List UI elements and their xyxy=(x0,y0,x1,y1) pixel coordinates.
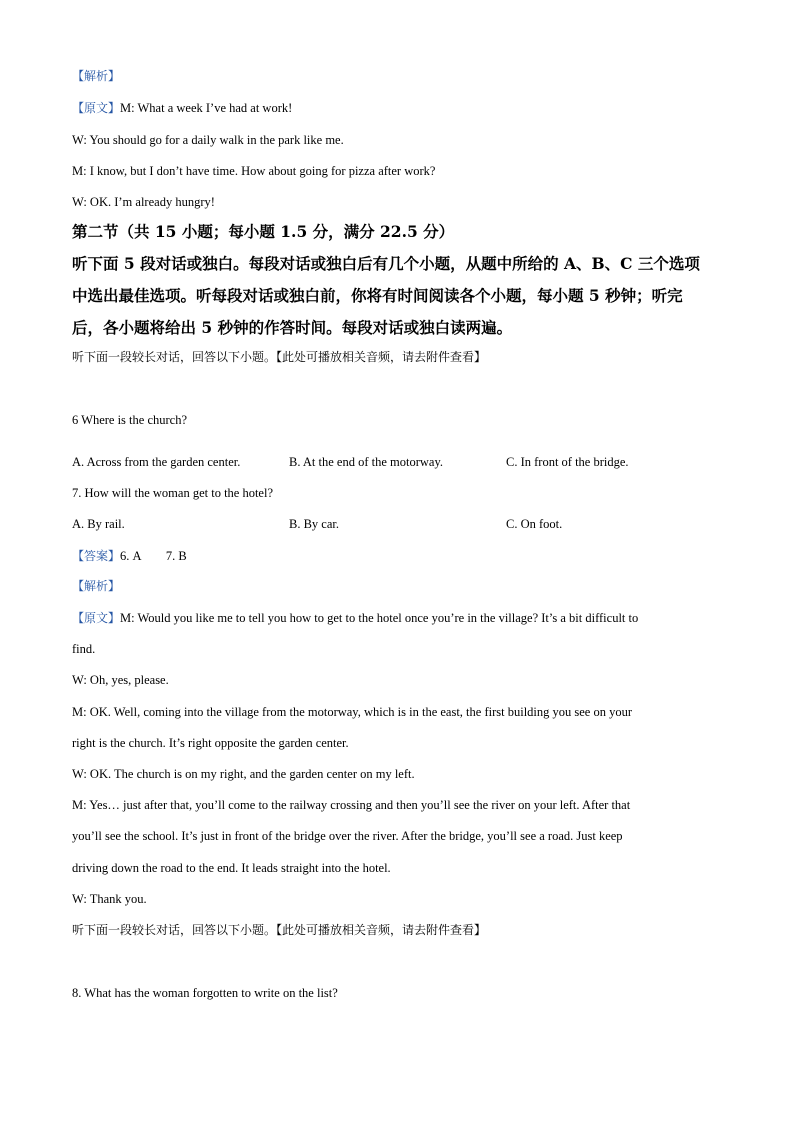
question-8: 8. What has the woman forgotten to write on the list? xyxy=(72,986,338,1000)
listen-prompt: 听下面一段较长对话，回答以下小题。【此处可播放相关音频，请去附件查看】 xyxy=(72,923,487,937)
analysis-label: 【解析】 xyxy=(72,69,121,83)
question-7: 7. How will the woman get to the hotel? xyxy=(72,486,274,500)
transcript-line: W: Thank you. xyxy=(72,892,147,906)
q6-option-b: B. At the end of the motorway. xyxy=(289,455,444,469)
transcript-tag: 【原文】 xyxy=(72,101,121,115)
transcript-line: M: OK. Well, coming into the village from the motorway, which is in the east, the first building you see on your xyxy=(72,705,633,719)
q6-option-a: A. Across from the garden center. xyxy=(72,455,241,469)
section-heading: 第二节（共 15 小题；每小题 1.5 分，满分 22.5 分） xyxy=(72,222,455,241)
question-6: 6 Where is the church? xyxy=(72,413,187,427)
transcript-line: you’ll see the school. It’s just in front of the bridge over the river. After the bridge, you’ll see a road. Just keep xyxy=(72,829,623,843)
transcript-line: W: You should go for a daily walk in the park like me. xyxy=(72,133,344,147)
listen-prompt: 听下面一段较长对话，回答以下小题。【此处可播放相关音频，请去附件查看】 xyxy=(72,350,487,364)
transcript-line: 【原文】M: Would you like me to tell you how to get to the hotel once you’re in the village? It’s a bit difficult to xyxy=(72,611,639,625)
q7-option-c: C. On foot. xyxy=(506,517,563,531)
q6-option-c: C. In front of the bridge. xyxy=(506,455,629,469)
q7-option-b: B. By car. xyxy=(289,517,339,531)
analysis-label: 【解析】 xyxy=(72,579,121,593)
transcript-line: W: Oh, yes, please. xyxy=(72,673,169,687)
transcript-line: M: I know, but I don’t have time. How about going for pizza after work? xyxy=(72,164,436,178)
transcript-line: find. xyxy=(72,642,96,656)
transcript-tag: 【原文】 xyxy=(72,611,121,625)
transcript-line: driving down the road to the end. It leads straight into the hotel. xyxy=(72,861,391,875)
transcript-line: 【原文】M: What a week I’ve had at work! xyxy=(72,101,293,115)
instruction-line: 中选出最佳选项。听每段对话或独白前，你将有时间阅读各个小题，每小题 5 秒钟；听完 xyxy=(72,286,683,305)
transcript-line: right is the church. It’s right opposite the garden center. xyxy=(72,736,349,750)
q7-option-a: A. By rail. xyxy=(72,517,125,531)
transcript-line: W: OK. I’m already hungry! xyxy=(72,195,215,209)
instruction-line: 听下面 5 段对话或独白。每段对话或独白后有几个小题，从题中所给的 A、B、C 三个选项 xyxy=(72,254,700,273)
answer-tag: 【答案】 xyxy=(72,549,121,563)
instruction-line: 后，各小题将给出 5 秒钟的作答时间。每段对话或独白读两遍。 xyxy=(72,318,513,337)
answer-line: 【答案】6. A 7. B xyxy=(72,549,187,563)
transcript-line: M: Yes… just after that, you’ll come to the railway crossing and then you’ll see the river on your left. After that xyxy=(72,798,631,812)
transcript-line: W: OK. The church is on my right, and the garden center on my left. xyxy=(72,767,415,781)
